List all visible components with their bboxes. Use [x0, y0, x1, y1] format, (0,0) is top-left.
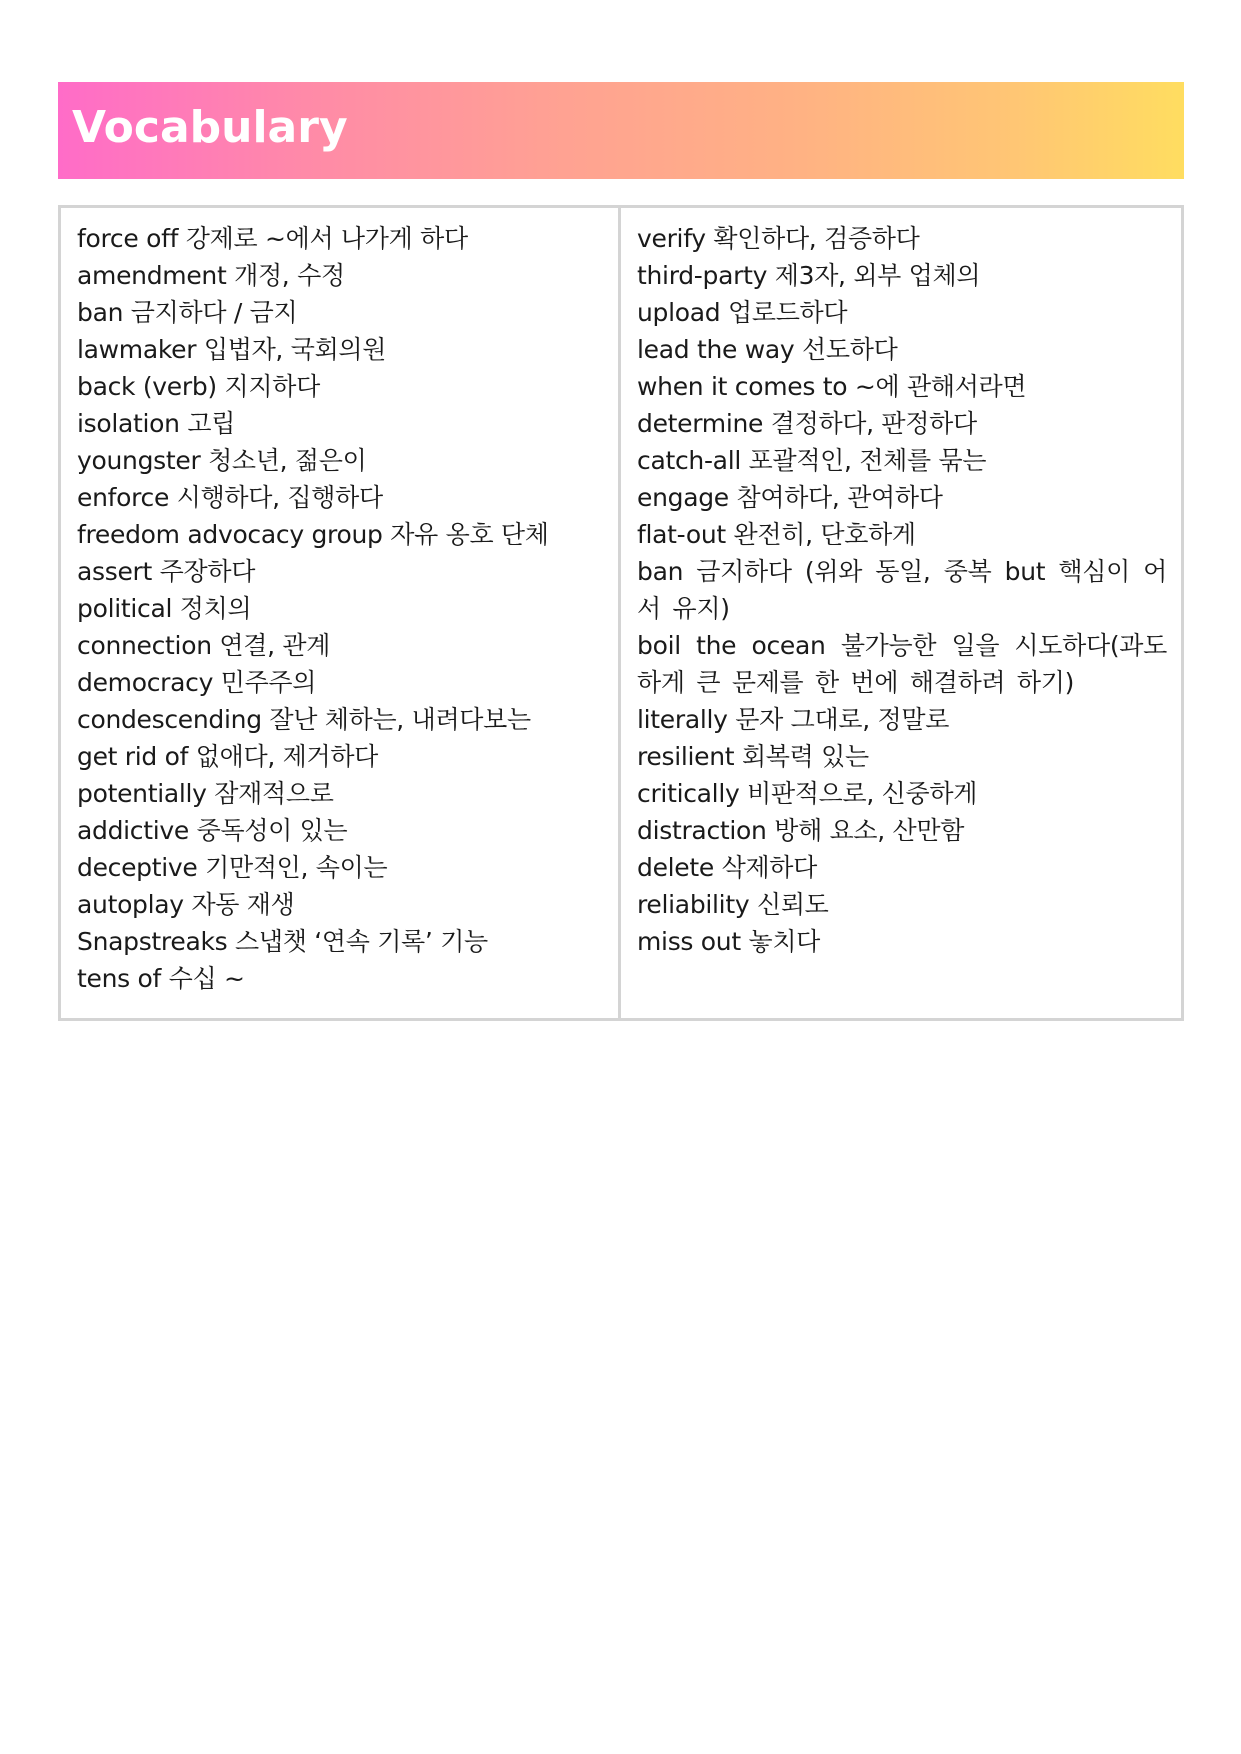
- vocab-entry: engage 참여하다, 관여하다: [637, 483, 943, 512]
- vocab-entry: connection 연결, 관계: [77, 631, 331, 660]
- vocab-entry: lead the way 선도하다: [637, 335, 898, 364]
- vocab-entry: upload 업로드하다: [637, 298, 848, 327]
- vocab-entry: lawmaker 입법자, 국회의원: [77, 335, 387, 364]
- vocab-entry: boil the ocean 불가능한 일을 시도하다(과도하게 큰 문제를 한 번에 해결하려 하기): [637, 631, 1167, 697]
- vocab-entry: enforce 시행하다, 집행하다: [77, 483, 383, 512]
- vocab-entry: autoplay 자동 재생: [77, 890, 295, 919]
- vocab-entry: third-party 제3자, 외부 업체의: [637, 261, 981, 290]
- vocab-entry: back (verb) 지지하다: [77, 372, 320, 401]
- vocabulary-column-left: [61, 208, 621, 1018]
- vocab-entry: tens of 수십 ~: [77, 964, 245, 993]
- vocab-entry: deceptive 기만적인, 속이는: [77, 853, 388, 882]
- vocab-entry: potentially 잠재적으로: [77, 779, 334, 808]
- vocabulary-list-left: [77, 220, 604, 997]
- vocab-entry: democracy 민주주의: [77, 668, 317, 697]
- vocab-entry: youngster 청소년, 젊은이: [77, 446, 367, 475]
- vocab-entry: isolation 고립: [77, 409, 236, 438]
- vocab-entry: political 정치의: [77, 594, 252, 623]
- vocab-entry: when it comes to ~에 관해서라면: [637, 372, 1027, 401]
- vocab-entry: literally 문자 그대로, 정말로: [637, 705, 950, 734]
- vocab-entry: assert 주장하다: [77, 557, 256, 586]
- vocab-entry: ban 금지하다 / 금지: [77, 298, 298, 327]
- vocab-entry: flat-out 완전히, 단호하게: [637, 520, 916, 549]
- page-title: Vocabulary: [72, 102, 348, 153]
- vocab-entry: ban 금지하다 (위와 동일, 중복 but 핵심이 어서 유지): [637, 557, 1167, 623]
- vocab-entry: determine 결정하다, 판정하다: [637, 409, 977, 438]
- vocabulary-column-right: [621, 208, 1181, 1018]
- vocab-entry: resilient 회복력 있는: [637, 742, 869, 771]
- vocab-entry: delete 삭제하다: [637, 853, 818, 882]
- vocab-entry: force off 강제로 ~에서 나가게 하다: [77, 224, 468, 253]
- vocab-entry: addictive 중독성이 있는: [77, 816, 348, 845]
- vocab-entry: Snapstreaks 스냅챗 ‘연속 기록’ 기능: [77, 927, 488, 956]
- vocabulary-banner: [58, 82, 1184, 179]
- vocab-entry: condescending 잘난 체하는, 내려다보는: [77, 705, 531, 734]
- vocab-entry: amendment 개정, 수정: [77, 261, 345, 290]
- vocabulary-list-right: [637, 220, 1167, 960]
- vocab-entry: get rid of 없애다, 제거하다: [77, 742, 379, 771]
- vocab-entry: miss out 놓치다: [637, 927, 821, 956]
- vocabulary-table: [58, 205, 1184, 1021]
- vocab-entry: verify 확인하다, 검증하다: [637, 224, 920, 253]
- vocab-entry: freedom advocacy group 자유 옹호 단체: [77, 520, 549, 549]
- vocab-entry: catch-all 포괄적인, 전체를 묶는: [637, 446, 987, 475]
- vocab-entry: distraction 방해 요소, 산만함: [637, 816, 965, 845]
- vocab-entry: reliability 신뢰도: [637, 890, 829, 919]
- vocab-entry: critically 비판적으로, 신중하게: [637, 779, 978, 808]
